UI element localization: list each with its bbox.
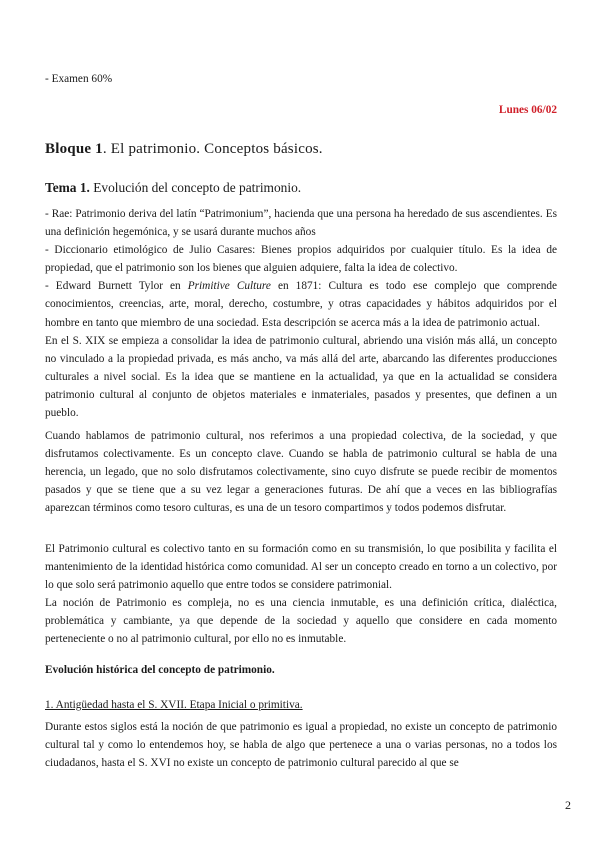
subsection-antiguedad: 1. Antigüedad hasta el S. XVII. Etapa Inicial o primitiva. (45, 699, 303, 711)
definition-rae: - Rae: Patrimonio deriva del latín “Patrimonium”, hacienda que una persona ha heredado de sus ascendientes. Es una definición hegemónica, y se usará durante muchos años (45, 208, 557, 239)
lecture-date: Lunes 06/02 (498, 104, 557, 116)
paragraph-siglo-xix: En el S. XIX se empieza a consolidar la idea de patrimonio cultural, abriendo una visión más allá, un concepto no vinculado a la propiedad privada, es más ancho, va más allá del arte, abarcando las diferentes producciones culturales a nivel social. Es la idea que se mantiene en la actualidad, ya que en la actualidad se considera patrimonio cultural al conjunto de objetos materiales e inmateriales, pasados y presentes, que definen a un pueblo. (45, 334, 557, 420)
paragraph-colectivo: Cuando hablamos de patrimonio cultural, nos referimos a una propiedad colectiva, de la sociedad, y que disfrutamos colectivamente. Es un concepto clave. Cuando se habla de patrimonio cultural se habla de una herencia, un legado, que no solo disfrutamos colectivamente, sino cuyo disfrute se puede recibir de momentos pasados y que se tiene que a su vez legar a generaciones futuras. De ahí que a veces en las bibliografías aparezcan términos como tesoro culturas, es una de un tesoro compartimos y todos podemos disfrutar. (45, 430, 557, 515)
tema-title: Evolución del concepto de patrimonio. (89, 180, 302, 195)
definition-casares: - Diccionario etimológico de Julio Casares: Bienes propios adquiridos por cualquier título. Es la idea de propiedad, que el patrimonio son los bienes que alguien adquiere, falta la idea de colectivo. (45, 244, 557, 275)
tema-label: Tema 1. (45, 180, 90, 195)
definition-tylor (45, 277, 557, 331)
section-title-evolucion: Evolución histórica del concepto de patrimonio. (45, 664, 275, 676)
paragraph-block-antiguedad (45, 718, 557, 772)
paragraph-block-colectivo (45, 427, 557, 517)
tylor-prefix: - Edward Burnett Tylor en (45, 280, 188, 293)
paragraph-nocion: La noción de Patrimonio es compleja, no es una ciencia inmutable, es una definición crítica, dialéctica, problemática y cambiante, ya que depende de la sociedad y aquello que considere en cada momento perteneciente o no al patrimonio cultural, por ello no es inmutable. (45, 597, 557, 646)
tema-heading (45, 180, 301, 196)
bloque-label: Bloque 1 (45, 141, 103, 157)
tylor-book-title: Primitive Culture (187, 280, 271, 293)
tylor-rest: en 1871: Cultura es todo ese complejo que comprende conocimientos, creencias, arte, moral, derecho, costumbre, y otras capacidades y hábitos adquiridos por el hombre en tanto que miembro de una sociedad. Esta descripción se acerca más a la idea de patrimonio actual. (45, 280, 558, 329)
bloque-heading (45, 141, 323, 158)
paragraph-block-transmision (45, 540, 557, 649)
page-number: 2 (565, 798, 571, 812)
paragraph-transmision: El Patrimonio cultural es colectivo tanto en su formación como en su transmisión, lo que posibilita y facilita el mantenimiento de la identidad histórica como comunidad. Al ser un concepto creado en torno a un colectivo, por lo que solo será patrimonio aquello que entre todos se considere patrimonial. (45, 543, 557, 592)
definitions-block (45, 205, 557, 422)
exam-note: - Examen 60% (45, 73, 113, 85)
bloque-title: . El patrimonio. Conceptos básicos. (102, 141, 323, 157)
paragraph-antiguedad: Durante estos siglos está la noción de que patrimonio es igual a propiedad, no existe un concepto de patrimonio cultural tal y como lo entendemos hoy, se habla de algo que pertenece a una o varias personas, no a todos los ciudadanos, hasta el S. XVI no existe un concepto de patrimonio cultural parecido al que se (45, 721, 557, 770)
